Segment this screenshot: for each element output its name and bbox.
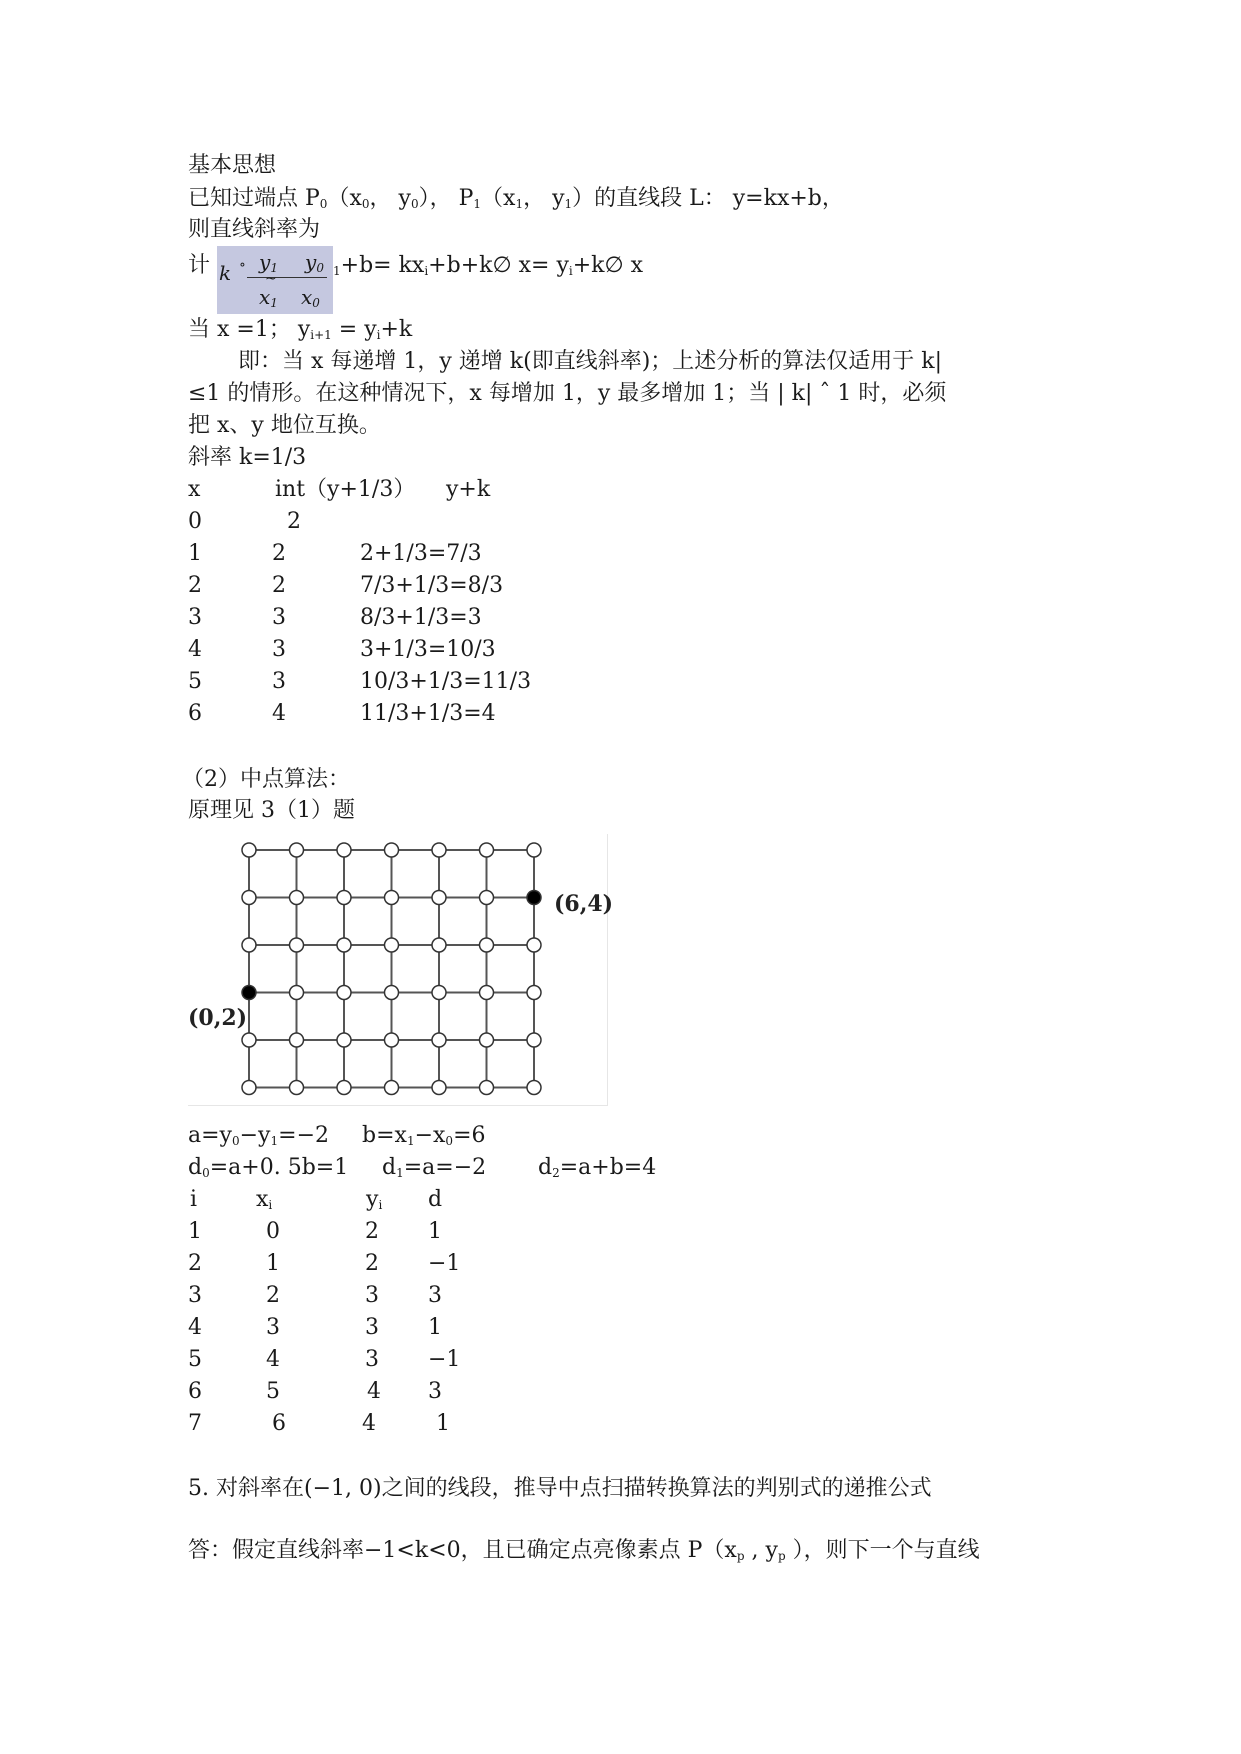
grid-point <box>290 843 304 857</box>
table-1-cell: 2 <box>272 573 286 598</box>
grid-point <box>432 891 446 905</box>
table-2-header-y: $y_i$ <box>366 1187 383 1212</box>
table-2-header-x: $x_i$ <box>256 1187 273 1212</box>
grid-point <box>432 938 446 952</box>
grid-point <box>385 938 399 952</box>
equation-d1: $d_1=a=-2$ <box>382 1155 487 1180</box>
table-2-cell: 1 <box>188 1219 202 1244</box>
table-1-cell: 1 <box>188 541 202 566</box>
table-1-cell: 2 <box>287 509 301 534</box>
grid-point <box>385 1033 399 1047</box>
table-1-header-x: x <box>188 477 201 502</box>
grid-point <box>480 891 494 905</box>
table-1-cell: 2 <box>188 573 202 598</box>
grid-point <box>432 1081 446 1095</box>
table-2-cell: 7 <box>188 1411 202 1436</box>
table-1-cell: 7/3+1/3=8/3 <box>360 573 504 598</box>
table-2-cell: 5 <box>188 1347 202 1372</box>
table-2-cell: −1 <box>428 1347 461 1372</box>
table-1-header-yk: y+k <box>446 477 491 502</box>
grid-point <box>242 938 256 952</box>
table-2-header-i: i <box>190 1187 198 1212</box>
grid-point <box>385 986 399 1000</box>
table-2-cell: 2 <box>365 1251 379 1276</box>
table-1-cell: 3 <box>188 605 202 630</box>
formula-den-x1: $x_1$ <box>259 285 278 310</box>
paragraph-1-line-1: 即：当 x 每递增 1，y 递增 k(即直线斜率)；上述分析的算法仅适用于 k| <box>238 349 943 374</box>
grid-point <box>527 843 541 857</box>
table-2-cell: 0 <box>266 1219 280 1244</box>
grid-point <box>290 891 304 905</box>
calc-rest: $_1+b= kx_i+b+k\emptyset$ $x= y_i+k\emptyset$ x <box>333 253 644 278</box>
end-point-label: (6,4) <box>554 891 614 917</box>
grid-point <box>480 938 494 952</box>
grid-point <box>290 1081 304 1095</box>
table-1-cell: 10/3+1/3=11/3 <box>360 669 532 694</box>
table-2-cell: 3 <box>365 1315 379 1340</box>
grid-point <box>385 1081 399 1095</box>
grid-point <box>242 843 256 857</box>
table-1-cell: 8/3+1/3=3 <box>360 605 482 630</box>
section-2-reference: 原理见 3（1）题 <box>188 798 355 823</box>
table-2-cell: 3 <box>188 1283 202 1308</box>
table-1-cell: 11/3+1/3=4 <box>360 701 496 726</box>
table-2-cell: −1 <box>428 1251 461 1276</box>
grid-point <box>242 891 256 905</box>
table-2-cell: 3 <box>266 1315 280 1340</box>
grid-point <box>242 1033 256 1047</box>
table-2-cell: 1 <box>428 1219 442 1244</box>
question-5: 5. 对斜率在(−1, 0)之间的线段，推导中点扫描转换算法的判别式的递推公式 <box>188 1476 932 1501</box>
grid-point <box>337 938 351 952</box>
grid-point <box>337 843 351 857</box>
grid-svg <box>188 834 608 1106</box>
table-2-cell: 4 <box>266 1347 280 1372</box>
table-2-cell: 1 <box>428 1315 442 1340</box>
table-2-cell: 2 <box>365 1219 379 1244</box>
paragraph-1-line-2: ≤1 的情形。在这种情况下，x 每增加 1，y 最多增加 1；当 | k| ˆ 1 时，必须 <box>188 381 947 406</box>
table-2-cell: 6 <box>272 1411 286 1436</box>
grid-point <box>480 1081 494 1095</box>
table-1-cell: 2 <box>272 541 286 566</box>
grid-point <box>480 1033 494 1047</box>
slope-line: 则直线斜率为 <box>188 217 321 242</box>
grid-point <box>432 1033 446 1047</box>
table-2-cell: 2 <box>266 1283 280 1308</box>
grid-point <box>432 986 446 1000</box>
answer-line: 答：假定直线斜率−1<k<0，且已确定点亮像素点 $P(x_p$ , $y_p$ ），则下一个与直线 <box>188 1538 980 1563</box>
table-1-cell: 4 <box>272 701 286 726</box>
fraction-bar <box>247 277 327 278</box>
table-1-header-int: int（y+1/3） <box>275 477 416 502</box>
table-2-cell: 3 <box>428 1379 442 1404</box>
table-2-cell: 1 <box>266 1251 280 1276</box>
table-1-cell: 4 <box>188 637 202 662</box>
grid-point <box>527 986 541 1000</box>
table-2-cell: 4 <box>367 1379 381 1404</box>
formula-den-x0: $x_0$ <box>301 285 320 310</box>
table-1-cell: 3 <box>272 605 286 630</box>
paragraph-1-line-3: 把 x、y 地位互换。 <box>188 413 381 438</box>
table-2-cell: 5 <box>266 1379 280 1404</box>
table-2-cell: 1 <box>436 1411 450 1436</box>
equation-d2: $d_2=a+b=4$ <box>538 1155 657 1180</box>
slope-formula-box <box>217 246 333 314</box>
table-2-cell: 3 <box>428 1283 442 1308</box>
formula-num-y1: $y_1$ <box>259 250 278 275</box>
grid-point-filled <box>242 986 256 1000</box>
formula-approx: ∘ <box>239 257 246 273</box>
grid-point <box>290 1033 304 1047</box>
grid-point <box>290 938 304 952</box>
grid-point <box>432 843 446 857</box>
midpoint-grid-figure <box>188 834 614 1106</box>
table-2-cell: 3 <box>365 1283 379 1308</box>
section-heading: 基本思想 <box>188 153 277 178</box>
grid-point <box>337 1081 351 1095</box>
table-1-cell: 3 <box>272 637 286 662</box>
calc-prefix: 计 <box>188 253 211 278</box>
grid-point <box>337 891 351 905</box>
grid-point <box>385 843 399 857</box>
table-2-header-d: d <box>428 1187 443 1212</box>
grid-point <box>480 986 494 1000</box>
table-2-cell: 4 <box>362 1411 376 1436</box>
table-1-cell: 0 <box>188 509 202 534</box>
table-1-cell: 5 <box>188 669 202 694</box>
grid-point <box>290 986 304 1000</box>
equation-b: $b=x_1-x_0=6$ <box>362 1123 486 1148</box>
table-2-cell: 2 <box>188 1251 202 1276</box>
grid-point <box>385 891 399 905</box>
endpoint-definition-line: 已知过端点 $P_0(x_0$， $y_0$）， $P_1(x_1$， $y_1$）的直线段 L： y=kx+b， <box>188 186 844 211</box>
grid-point <box>480 843 494 857</box>
table-2-cell: 6 <box>188 1379 202 1404</box>
table-2-cell: 4 <box>188 1315 202 1340</box>
table-1-cell: 2+1/3=7/3 <box>360 541 482 566</box>
table-1-cell: 3+1/3=10/3 <box>360 637 496 662</box>
grid-point <box>527 938 541 952</box>
section-2-title: （2）中点算法： <box>182 767 350 792</box>
formula-tilde: ~ <box>265 271 277 287</box>
grid-point <box>337 986 351 1000</box>
when-line: 当 x =1； $y_{i+1} = y_i+k$ <box>188 317 413 342</box>
table-1-cell: 6 <box>188 701 202 726</box>
table-2-cell: 3 <box>365 1347 379 1372</box>
equation-a: $a=y_0-y_1=-2$ <box>188 1123 330 1148</box>
formula-num-y0: $y_0$ <box>305 250 324 275</box>
slope-value-line: 斜率 k=1/3 <box>188 445 307 470</box>
grid-point-filled <box>527 891 541 905</box>
equation-d0: $d_0=a+0$. 5b=1 <box>188 1155 349 1180</box>
start-point-label: (0,2) <box>188 1005 248 1031</box>
table-1-cell: 3 <box>272 669 286 694</box>
grid-point <box>242 1081 256 1095</box>
grid-point <box>337 1033 351 1047</box>
formula-k: k <box>219 261 232 285</box>
grid-point <box>527 1081 541 1095</box>
grid-point <box>527 1033 541 1047</box>
